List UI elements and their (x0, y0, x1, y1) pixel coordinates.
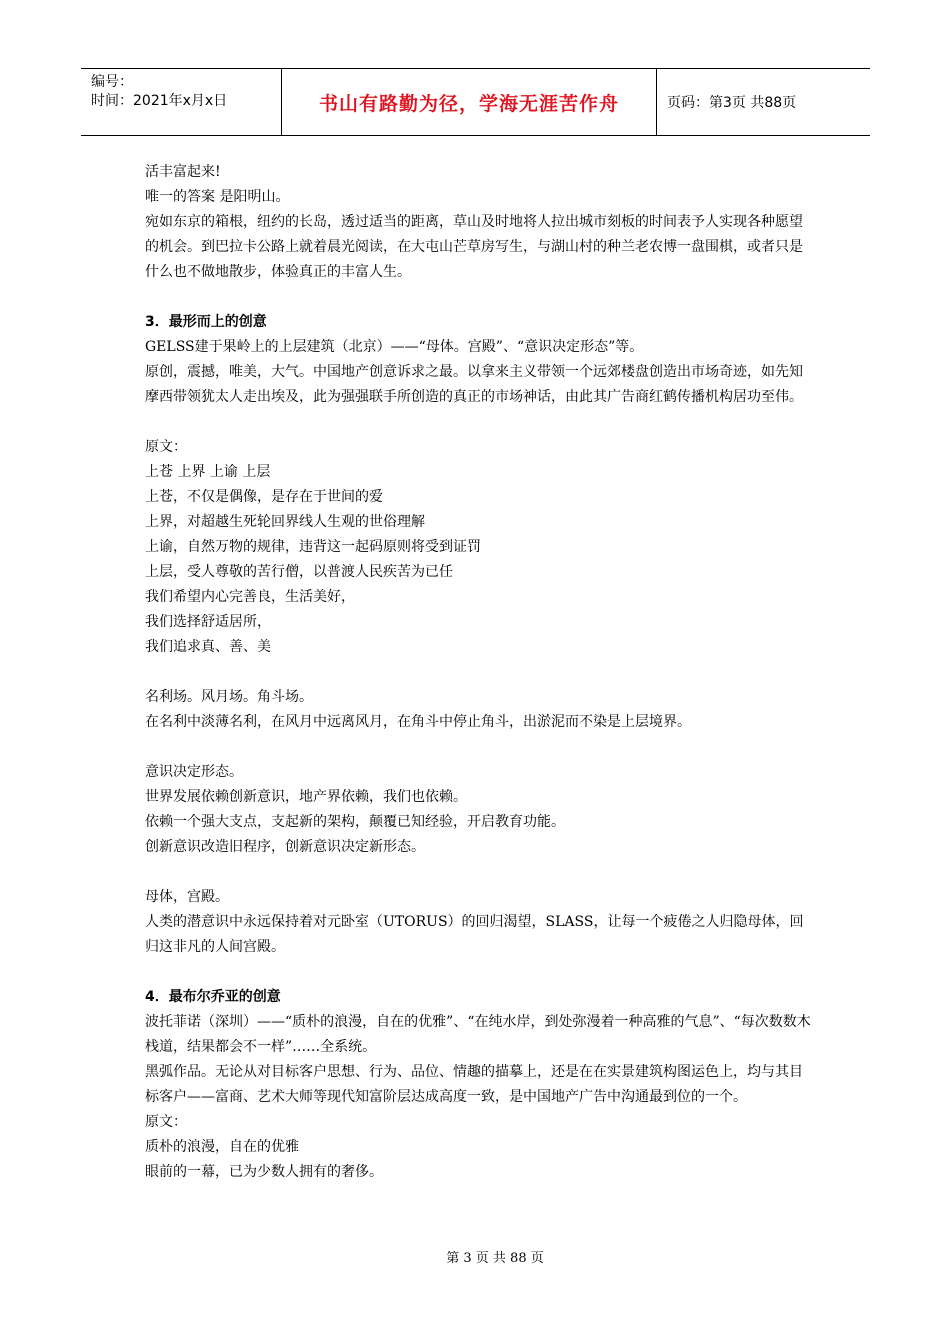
paragraph: 世界发展依赖创新意识，地产界依赖，我们也依赖。 (145, 789, 467, 805)
paragraph: 质朴的浪漫，自在的优雅 (145, 1139, 299, 1155)
paragraph: 母体，宫殿。 (145, 889, 229, 905)
paragraph: 眼前的一幕，已为少数人拥有的奢侈。 (145, 1164, 383, 1180)
paragraph: 意识决定形态。 (145, 764, 243, 780)
time-label: 时间：2021年x月x日 (91, 93, 228, 109)
page-header (81, 68, 870, 136)
section-heading-4: 4．最布尔乔亚的创意 (145, 989, 281, 1005)
paragraph: 黑弧作品。无论从对目标客户思想、行为、品位、情趣的描摹上，还是在在实景建筑构图运色上，均与其目标客户——富商、艺术大师等现代知富阶层达成高度一致，是中国地产广告中沟通最到位的一个。 (145, 1064, 803, 1105)
paragraph: 原文： (145, 1114, 187, 1130)
paragraph: 上苍 上界 上谕 上层 (145, 464, 271, 480)
paragraph: 上层，受人尊敬的苦行僧，以普渡人民疾苦为已任 (145, 564, 453, 580)
paragraph: 原文： (145, 439, 187, 455)
paragraph: 波托菲诺（深圳）——“质朴的浪漫，自在的优雅”、“在纯水岸，到处弥漫着一种高雅的气息”、“每次数数木栈道，结果都会不一样”……全系统。 (145, 1014, 811, 1055)
paragraph: 上苍，不仅是偶像，是存在于世间的爱 (145, 489, 383, 505)
paragraph: 依赖一个强大支点，支起新的架构，颠覆已知经验，开启教育功能。 (145, 814, 565, 830)
header-meta (81, 69, 282, 135)
paragraph: 人类的潜意识中永远保持着对元卧室（UTORUS）的回归渴望，SLASS，让每一个疲倦之人归隐母体，回归这非凡的人间宫殿。 (145, 914, 804, 955)
paragraph: 上界，对超越生死轮回界线人生观的世俗理解 (145, 514, 425, 530)
paragraph: GELSS建于果岭上的上层建筑（北京）——“母体。宫殿”、“意识决定形态”等。 (145, 339, 644, 355)
paragraph: 我们选择舒适居所， (145, 614, 271, 630)
document-body (145, 160, 815, 1185)
paragraph: 在名利中淡薄名利，在风月中远离风月，在角斗中停止角斗，出淤泥而不染是上层境界。 (145, 714, 691, 730)
paragraph: 我们追求真、善、美 (145, 639, 271, 655)
number-label: 编号： (91, 74, 133, 90)
paragraph: 唯一的答案 是阳明山。 (145, 189, 290, 205)
paragraph: 活丰富起来! (145, 164, 221, 180)
paragraph: 宛如东京的箱根，纽约的长岛，透过适当的距离，草山及时地将人拉出城市刻板的时间表予人实现各种愿望的机会。到巴拉卡公路上就着晨光阅读，在大屯山芒草房写生，与湖山村的种兰老农博一盘围棋，或者只是什么也不做地散步，体验真正的丰富人生。 (145, 214, 803, 280)
paragraph: 创新意识改造旧程序，创新意识决定新形态。 (145, 839, 425, 855)
page-footer: 第 3 页 共 88 页 (446, 1251, 544, 1266)
section-heading-3: 3．最形而上的创意 (145, 314, 267, 330)
header-page-info: 页码：第3页 共88页 (667, 95, 797, 111)
paragraph: 原创，震撼，唯美，大气。中国地产创意诉求之最。以拿来主义带领一个远郊楼盘创造出市场奇迹，如先知摩西带领犹太人走出埃及，此为强强联手所创造的真正的市场神话，由此其广告商红鹤传播机构居功至伟。 (145, 364, 803, 405)
header-motto: 书山有路勤为径，学海无涯苦作舟 (282, 69, 657, 135)
paragraph: 我们希望内心完善良，生活美好， (145, 589, 355, 605)
paragraph: 上谕，自然万物的规律，违背这一起码原则将受到证罚 (145, 539, 481, 555)
paragraph: 名利场。风月场。角斗场。 (145, 689, 313, 705)
